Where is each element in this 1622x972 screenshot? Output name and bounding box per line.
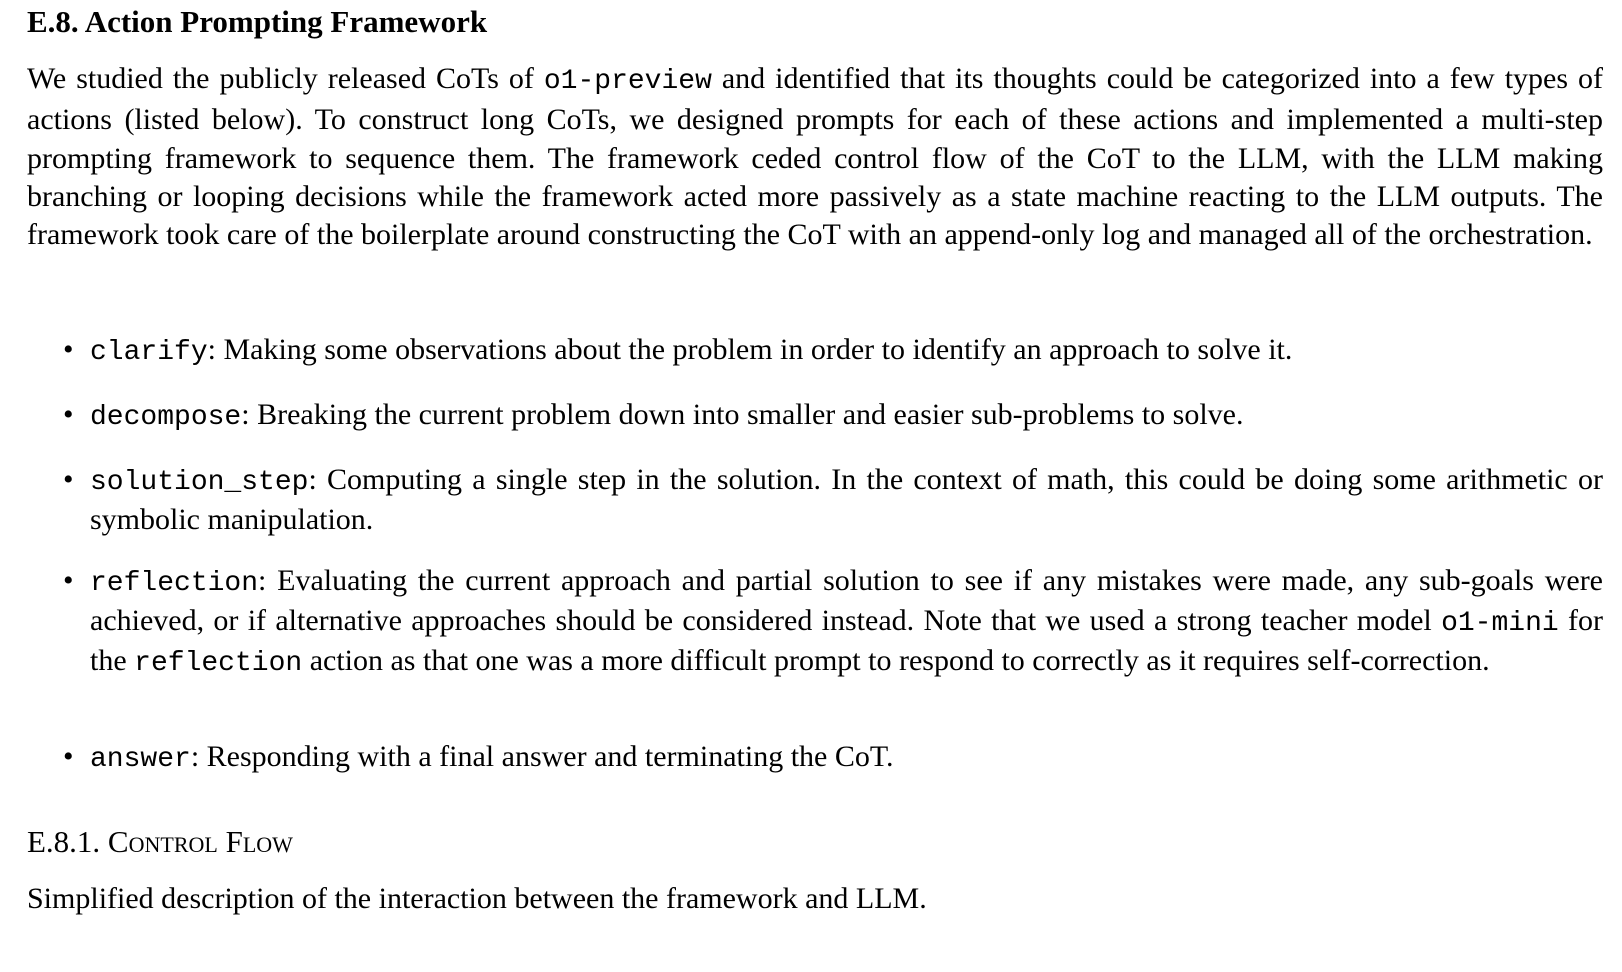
- inline-code-model: o1-preview: [543, 66, 712, 97]
- bullet-marker: •: [63, 333, 74, 366]
- action-text: : Computing a single step in the solution. In the context of math, this could be doing some arithmetic or symbolic manipulation.: [90, 463, 1603, 536]
- action-description: [90, 461, 1603, 538]
- action-text: : Breaking the current problem down into smaller and easier sub-problems to solve.: [241, 398, 1244, 431]
- inline-code-action: reflection: [134, 648, 303, 679]
- bullet-marker: •: [63, 398, 74, 431]
- action-description: [90, 738, 1603, 778]
- intro-paragraph: [27, 60, 1603, 254]
- action-text: : Evaluating the current approach and partial solution to see if any mistakes were made, any sub-goals were achieved, or if alternative approaches should be considered instead. Note that we used a strong teacher model: [90, 564, 1603, 637]
- action-name: solution_step: [90, 467, 309, 498]
- action-description: [90, 562, 1603, 682]
- action-text: : Responding with a final answer and terminating the CoT.: [190, 740, 894, 773]
- bullet-marker: •: [63, 463, 74, 496]
- action-name: clarify: [90, 337, 208, 368]
- subsection-heading: E.8.1. Control Flow: [27, 824, 293, 859]
- intro-text-continued: and identified that its thoughts could be categorized into a few types of actions (listed below). To construct long CoTs, we designed prompts for each of these actions and implemented a multi-step prompting framework to sequence them. The framework ceded control flow of the CoT to the LLM, with the LLM making branching or looping decisions while the framework acted more passively as a state machine reacting to the LLM outputs. The framework took care of the boilerplate around constructing the CoT with an append-only log and managed all of the orchestration.: [27, 62, 1603, 252]
- action-text: for the: [90, 604, 1603, 677]
- action-description: [90, 396, 1603, 436]
- inline-code-model: o1-mini: [1441, 608, 1559, 639]
- intro-text: We studied the publicly released CoTs of: [27, 62, 544, 95]
- subsection-paragraph: Simplified description of the interaction between the framework and LLM.: [27, 882, 927, 915]
- action-description: [90, 331, 1603, 371]
- action-name: reflection: [90, 568, 259, 599]
- action-name: answer: [90, 744, 191, 775]
- bullet-marker: •: [63, 740, 74, 773]
- action-name: decompose: [90, 402, 242, 433]
- action-text: : Making some observations about the problem in order to identify an approach to solve it.: [207, 333, 1293, 366]
- action-text: action as that one was a more difficult prompt to respond to correctly as it requires self-correction.: [302, 644, 1490, 677]
- bullet-marker: •: [63, 564, 74, 597]
- section-heading: E.8. Action Prompting Framework: [27, 4, 488, 39]
